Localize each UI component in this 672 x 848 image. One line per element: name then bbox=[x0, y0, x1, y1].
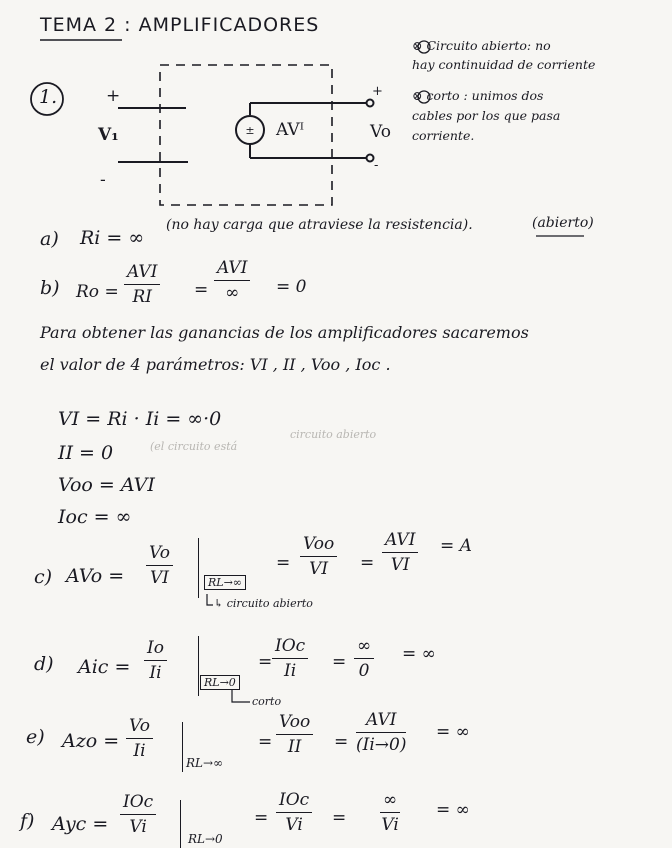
item-b-fraction-1 bbox=[124, 262, 160, 307]
item-c-result: = A bbox=[440, 536, 472, 556]
item-e-den2: II bbox=[287, 737, 302, 757]
item-a-comment: (no hay carga que atraviese la resistencia). bbox=[166, 217, 473, 233]
item-f-eval-bar bbox=[180, 800, 181, 848]
output-terminal-top bbox=[367, 100, 374, 107]
item-e-den1: Ii bbox=[133, 741, 146, 761]
item-d-fraction-1 bbox=[144, 638, 167, 683]
note-line-1: ⊗ Circuito abierto: no bbox=[412, 38, 551, 53]
item-e-result: = ∞ bbox=[436, 722, 470, 742]
source-sign: ± bbox=[245, 124, 255, 137]
vout-label: Vo bbox=[370, 122, 391, 142]
item-f-result: = ∞ bbox=[436, 800, 470, 820]
param-voo: Voo = AVI bbox=[58, 474, 155, 496]
item-d-fraction-2 bbox=[272, 636, 308, 681]
item-c-label: c) bbox=[34, 566, 53, 588]
item-d-result: = ∞ bbox=[402, 644, 436, 664]
vin-label: V₁ bbox=[98, 125, 119, 145]
item-d-num3: ∞ bbox=[354, 636, 374, 659]
item-c-fraction-2 bbox=[300, 534, 337, 579]
item-a-label: a) bbox=[40, 228, 59, 250]
item-d-label: d) bbox=[34, 653, 54, 675]
param-ioc: Ioc = ∞ bbox=[58, 506, 132, 528]
note-line-3: ⊗ corto : unimos dos bbox=[412, 88, 544, 103]
item-b-result: = 0 bbox=[276, 277, 307, 297]
item-c-den3: VI bbox=[390, 555, 410, 575]
item-b-den1: RI bbox=[132, 287, 152, 307]
item-b-lhs: Ro = bbox=[76, 282, 119, 302]
item-c-lhs: AVo = bbox=[66, 565, 125, 587]
item-f-num2: IOc bbox=[276, 790, 312, 813]
item-d-lhs: Aic = bbox=[78, 656, 131, 678]
item-d-fraction-3 bbox=[354, 636, 374, 681]
item-f-num3: ∞ bbox=[380, 790, 400, 813]
problem-number: 1. bbox=[39, 86, 58, 108]
item-d-num2: IOc bbox=[272, 636, 308, 659]
item-e-fraction-1 bbox=[126, 716, 153, 761]
item-f-num1: IOc bbox=[120, 792, 156, 815]
item-b-den2: ∞ bbox=[225, 283, 240, 303]
item-a-expr: Ri = ∞ bbox=[80, 227, 145, 249]
faint-note-2: circuito abierto bbox=[290, 428, 377, 441]
item-d-den1: Ii bbox=[149, 663, 162, 683]
item-d-sub: corto bbox=[252, 695, 282, 708]
item-c-num2: Voo bbox=[300, 534, 337, 557]
page-title: TEMA 2 : AMPLIFICADORES bbox=[40, 14, 320, 36]
item-f-den1: Vi bbox=[129, 817, 147, 837]
item-e-fraction-2 bbox=[276, 712, 313, 757]
plus-out-label: + bbox=[372, 84, 383, 99]
minus-in-label: - bbox=[100, 170, 106, 190]
item-b-num2: AVI bbox=[214, 258, 250, 281]
item-c-num1: Vo bbox=[146, 543, 173, 566]
minus-out-label: - bbox=[374, 158, 379, 173]
item-e-lhs: Azo = bbox=[62, 730, 120, 752]
faint-note-1: (el circuito está bbox=[150, 440, 238, 453]
note-line-4: cables por los que pasa bbox=[412, 108, 561, 123]
item-c-den1: VI bbox=[149, 568, 169, 588]
note-line-2: hay continuidad de corriente bbox=[412, 57, 596, 72]
paragraph-line-2: el valor de 4 parámetros: VI , II , Voo , Ioc . bbox=[40, 355, 391, 374]
item-f-fraction-1 bbox=[120, 792, 156, 837]
item-b-num1: AVI bbox=[124, 262, 160, 285]
param-vi: VI = Ri · Ii = ∞·0 bbox=[58, 408, 222, 430]
note-line-5: corriente. bbox=[412, 128, 475, 143]
item-e-num3: AVI bbox=[356, 710, 406, 733]
item-e-label: e) bbox=[26, 726, 45, 748]
item-e-fraction-3 bbox=[356, 710, 406, 755]
item-c-condition: RL→∞ bbox=[204, 575, 246, 590]
corto-arrow bbox=[232, 690, 250, 702]
output-terminal-bottom bbox=[367, 155, 374, 162]
item-c-fraction-1 bbox=[146, 543, 173, 588]
source-label: AVᴵ bbox=[276, 120, 304, 140]
item-d-den3: 0 bbox=[358, 661, 370, 681]
item-f-condition: RL→0 bbox=[188, 832, 223, 846]
item-e-condition: RL→∞ bbox=[186, 756, 224, 770]
paragraph-line-1: Para obtener las ganancias de los amplificadores sacaremos bbox=[40, 323, 529, 342]
item-b-fraction-2 bbox=[214, 258, 250, 303]
item-f-den3: Vi bbox=[381, 815, 399, 835]
item-d-den2: Ii bbox=[284, 661, 297, 681]
item-f-den2: Vi bbox=[285, 815, 303, 835]
item-f-fraction-2 bbox=[276, 790, 312, 835]
item-c-eval-bar bbox=[198, 538, 199, 598]
item-d-condition: RL→0 bbox=[200, 675, 240, 690]
item-e-num2: Voo bbox=[276, 712, 313, 735]
item-d-eval-bar bbox=[198, 636, 199, 696]
item-f-fraction-3 bbox=[380, 790, 400, 835]
item-b-label: b) bbox=[40, 277, 60, 299]
item-a-abierto: (abierto) bbox=[532, 215, 594, 231]
item-f-label: f) bbox=[20, 810, 35, 832]
item-c-num3: AVI bbox=[382, 530, 418, 553]
item-c-fraction-3 bbox=[382, 530, 418, 575]
item-e-eval-bar bbox=[182, 722, 183, 772]
item-e-den3: (Ii→0) bbox=[356, 735, 407, 755]
item-c-sub: ↳ circuito abierto bbox=[214, 597, 313, 610]
item-e-num1: Vo bbox=[126, 716, 153, 739]
param-ii: II = 0 bbox=[58, 442, 114, 464]
plus-in-label: + bbox=[106, 86, 121, 106]
item-d-num1: Io bbox=[144, 638, 167, 661]
item-c-den2: VI bbox=[309, 559, 329, 579]
circuito-abierto-arrow bbox=[207, 594, 213, 605]
item-f-lhs: Ayc = bbox=[52, 813, 109, 835]
